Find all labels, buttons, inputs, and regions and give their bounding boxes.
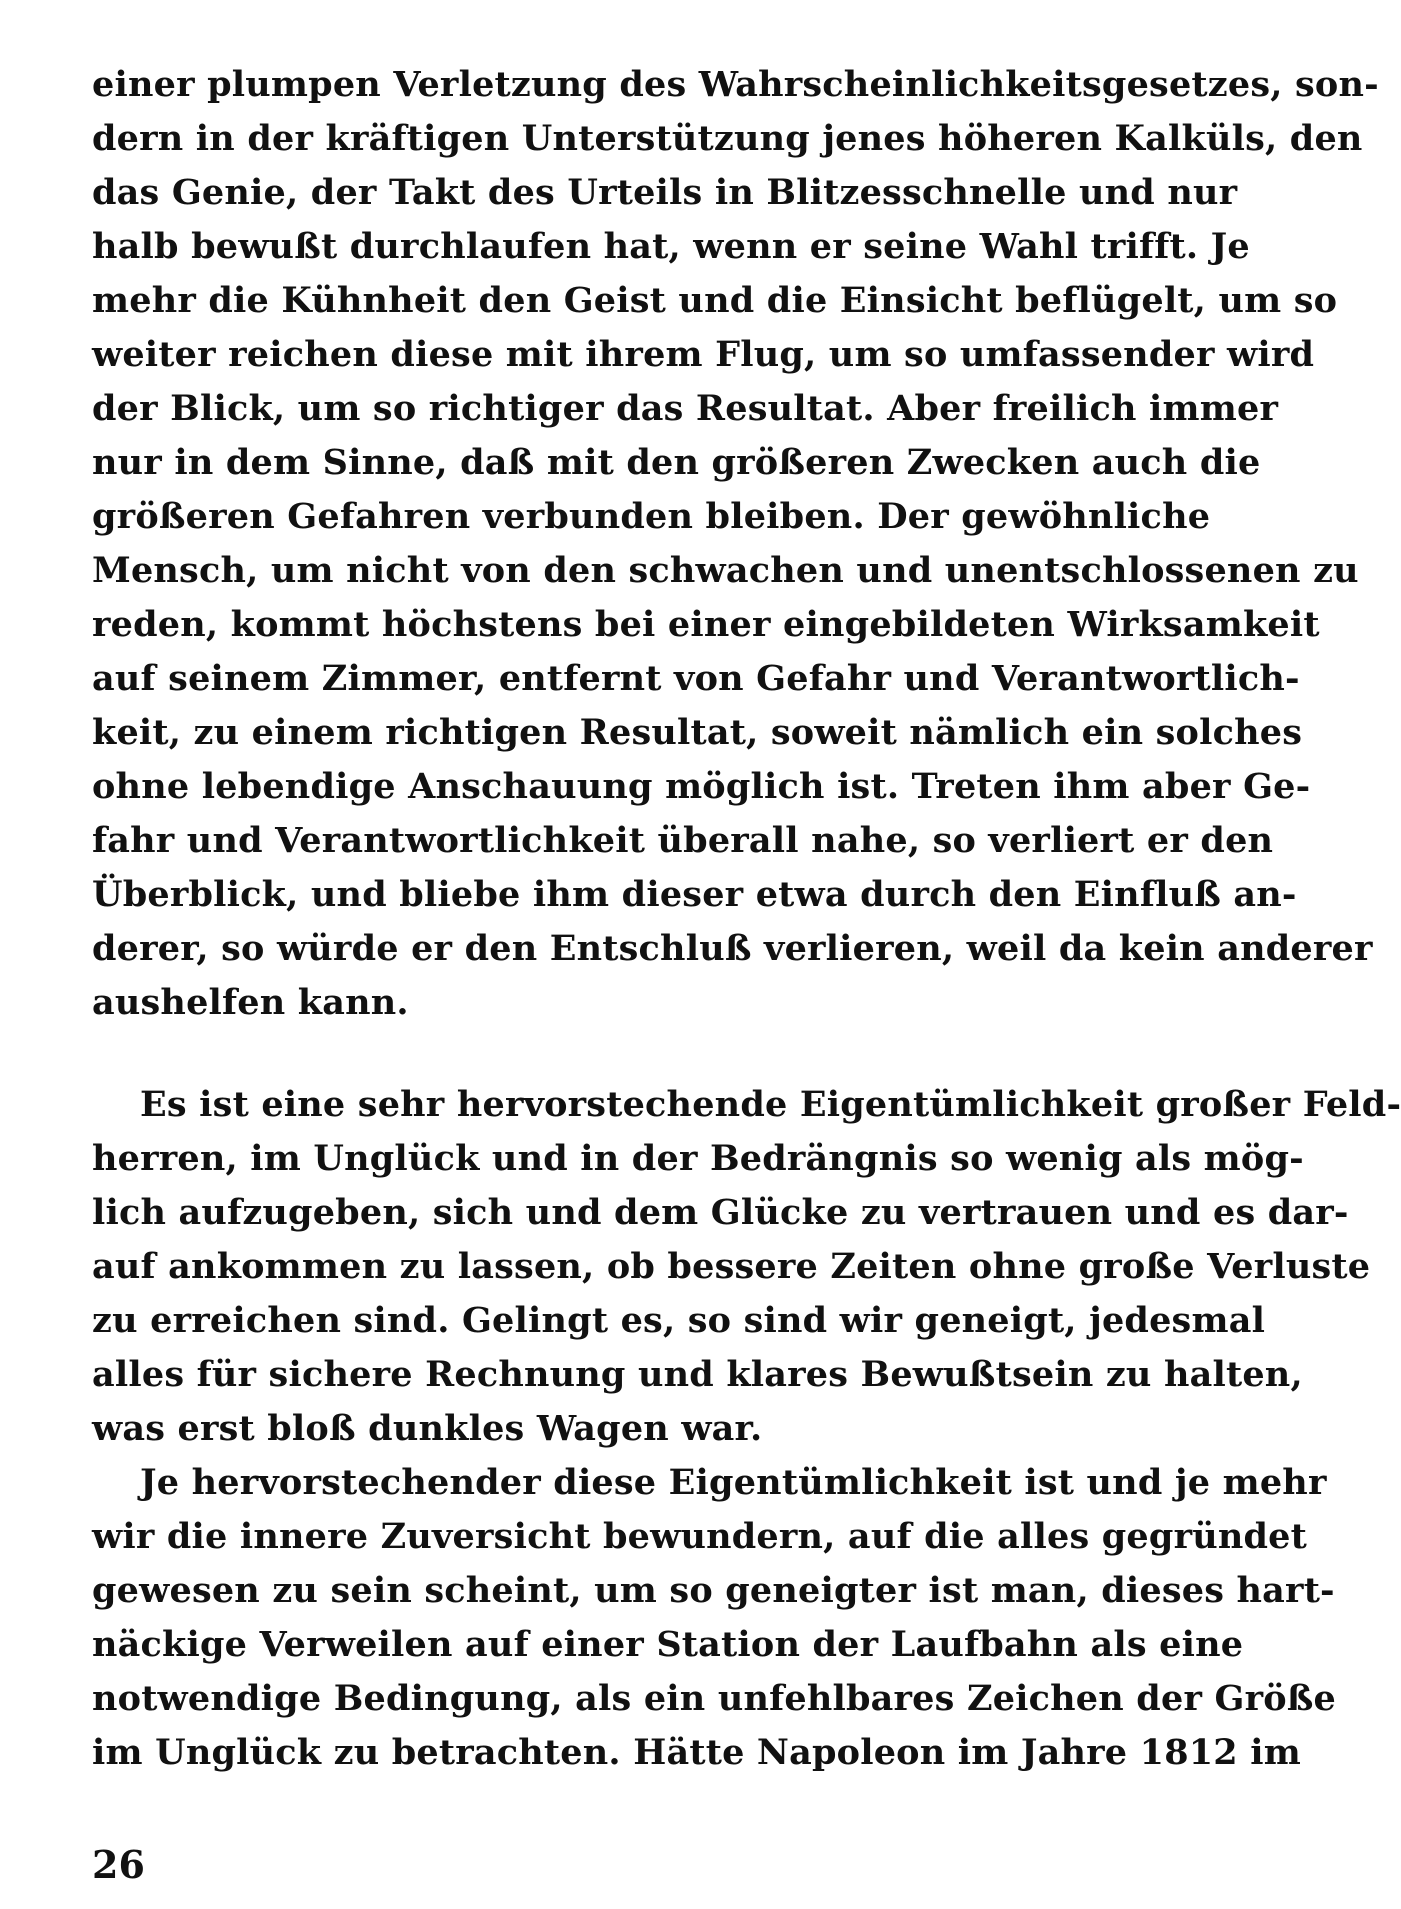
text-line: gewesen zu sein scheint, um so geneigter ist man, dieses hart- [92,1570,1335,1611]
text-line: auf seinem Zimmer, entfernt von Gefahr und Verantwortlich- [92,658,1300,699]
text-line: im Unglück zu betrachten. Hätte Napoleon im Jahre 1812 im [92,1732,1301,1773]
text-line: keit, zu einem richtigen Resultat, soweit nämlich ein solches [92,712,1303,753]
paragraph-3 [92,1456,1337,1780]
paragraph-2 [92,1078,1401,1456]
text-line: zu erreichen sind. Gelingt es, so sind wir geneigt, jedesmal [92,1300,1266,1341]
paragraph-1 [92,58,1379,1030]
text-line: alles für sichere Rechnung und klares Bewußtsein zu halten, [92,1354,1303,1395]
text-line: aushelfen kann. [92,982,409,1023]
text-line: das Genie, der Takt des Urteils in Blitzesschnelle und nur [92,172,1238,213]
text-line: größeren Gefahren verbunden bleiben. Der gewöhnliche [92,496,1211,537]
text-line: Überblick, und bliebe ihm dieser etwa durch den Einfluß an- [92,874,1297,915]
text-line: der Blick, um so richtiger das Resultat. Aber freilich immer [92,388,1279,429]
text-line: ohne lebendige Anschauung möglich ist. Treten ihm aber Ge- [92,766,1311,807]
text-line: auf ankommen zu lassen, ob bessere Zeiten ohne große Verluste [92,1246,1371,1287]
page-number: 26 [92,1842,145,1887]
text-line: einer plumpen Verletzung des Wahrscheinlichkeitsgesetzes, son- [92,64,1379,105]
text-line: lich aufzugeben, sich und dem Glücke zu vertrauen und es dar- [92,1192,1349,1233]
text-line: wir die innere Zuversicht bewundern, auf die alles gegründet [92,1516,1308,1557]
text-line: Je hervorstechender diese Eigentümlichkeit ist und je mehr [140,1462,1327,1503]
text-line: fahr und Verantwortlichkeit überall nahe, so verliert er den [92,820,1274,861]
text-line: herren, im Unglück und in der Bedrängnis so wenig als mög- [92,1138,1304,1179]
text-line: Mensch, um nicht von den schwachen und unentschlossenen zu [92,550,1359,591]
text-line: weiter reichen diese mit ihrem Flug, um so umfassender wird [92,334,1315,375]
text-line: näckige Verweilen auf einer Station der Laufbahn als eine [92,1624,1244,1665]
text-line: reden, kommt höchstens bei einer eingebildeten Wirksamkeit [92,604,1320,645]
text-line: halb bewußt durchlaufen hat, wenn er seine Wahl trifft. Je [92,226,1250,267]
text-line: Es ist eine sehr hervorstechende Eigentümlichkeit großer Feld- [140,1084,1401,1125]
text-line: mehr die Kühnheit den Geist und die Einsicht beflügelt, um so [92,280,1338,321]
text-line: was erst bloß dunkles Wagen war. [92,1408,763,1449]
text-line: dern in der kräftigen Unterstützung jenes höheren Kalküls, den [92,118,1363,159]
text-line: notwendige Bedingung, als ein unfehlbares Zeichen der Größe [92,1678,1337,1719]
text-line: nur in dem Sinne, daß mit den größeren Zwecken auch die [92,442,1261,483]
text-line: derer, so würde er den Entschluß verlieren, weil da kein anderer [92,928,1373,969]
